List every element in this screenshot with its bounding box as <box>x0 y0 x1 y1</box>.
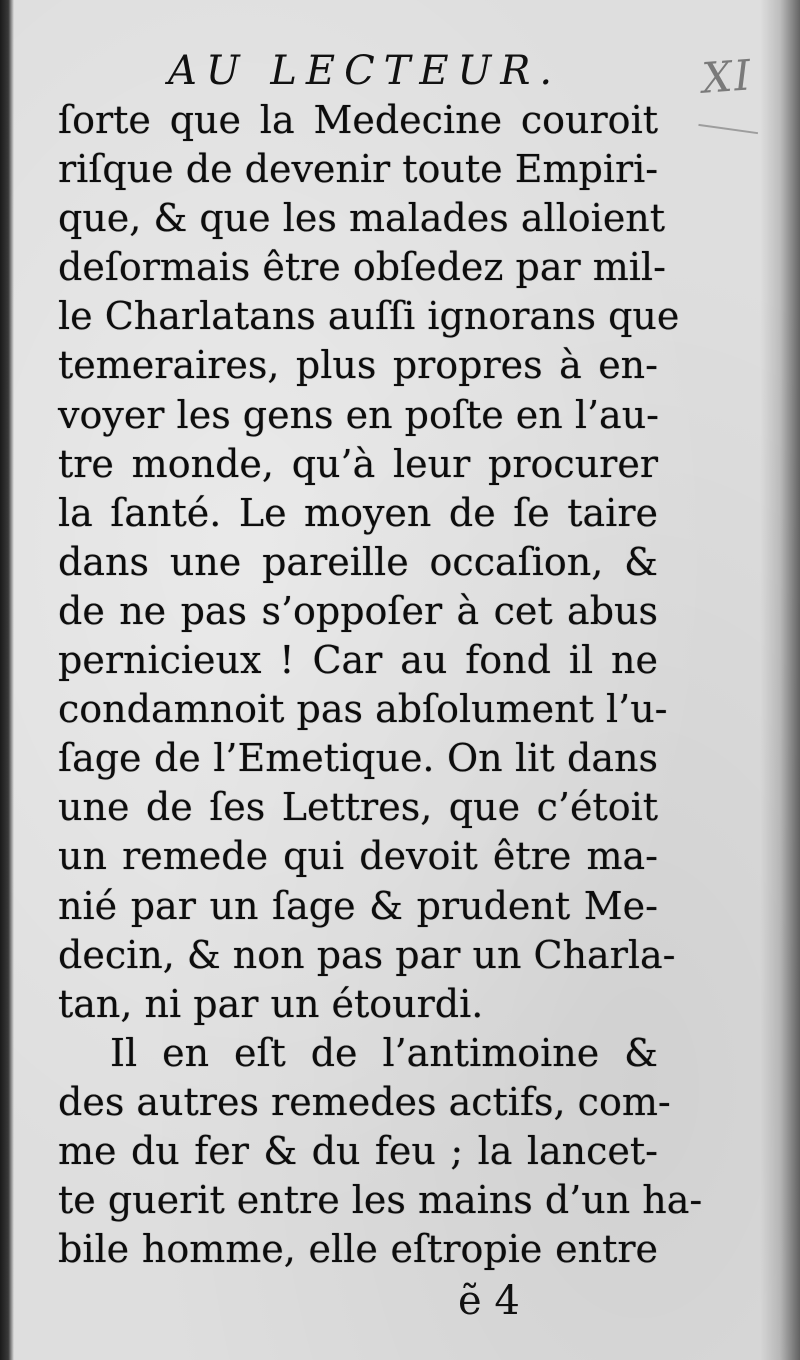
pencil-stroke <box>698 124 758 137</box>
text-line: deſormais être obſedez par mil- <box>58 245 666 290</box>
running-head: AU LECTEUR. <box>168 48 562 94</box>
text-line: me du fer & du feu ; la lancet- <box>58 1128 658 1173</box>
paragraph-end-line: tan, ni par un étourdi. <box>58 981 484 1026</box>
text-line: la ſanté. Le moyen de ſe taire <box>58 490 658 535</box>
text-line: decin, & non pas par un Charla- <box>58 932 676 977</box>
text-line: dans une pareille occaſion, & <box>58 539 658 584</box>
text-line: des autres remedes actifs, com- <box>58 1079 671 1124</box>
text-line: voyer les gens en poſte en l’au- <box>58 392 660 437</box>
text-line: que, & que les malades alloient <box>58 196 666 241</box>
text-line: pernicieux ! Car au fond il ne <box>58 638 658 683</box>
page-edge-shadow <box>760 0 800 1360</box>
text-line: nié par un ſage & prudent Me- <box>58 883 658 928</box>
text-line: tre monde, qu’à leur procurer <box>58 441 658 486</box>
signature-mark: ẽ 4 <box>458 1278 520 1324</box>
text-line: le Charlatans auſſi ignorans que <box>58 294 680 339</box>
marginal-mark: XI <box>700 50 755 103</box>
text-line: riſque de devenir toute Empiri- <box>58 147 659 192</box>
page-gutter-shadow <box>0 0 14 1360</box>
text-line: de ne pas s’oppoſer à cet abus <box>58 588 658 633</box>
text-line: ſorte que la Medecine couroit <box>58 98 658 142</box>
text-line: ſage de l’Emetique. On lit dans <box>58 736 658 781</box>
text-line: bile homme, elle eſtropie entre <box>58 1227 658 1272</box>
body-text <box>58 96 703 1274</box>
text-line: te guerit entre les mains d’un ha- <box>58 1178 703 1223</box>
text-line: une de ſes Lettres, que c’étoit <box>58 785 658 830</box>
paragraph-start-line: Il en eſt de l’antimoine & <box>110 1030 658 1075</box>
text-line: temeraires, plus propres à en- <box>58 343 658 388</box>
text-line: condamnoit pas abſolument l’u- <box>58 687 668 732</box>
text-line: un remede qui devoit être ma- <box>58 834 658 879</box>
